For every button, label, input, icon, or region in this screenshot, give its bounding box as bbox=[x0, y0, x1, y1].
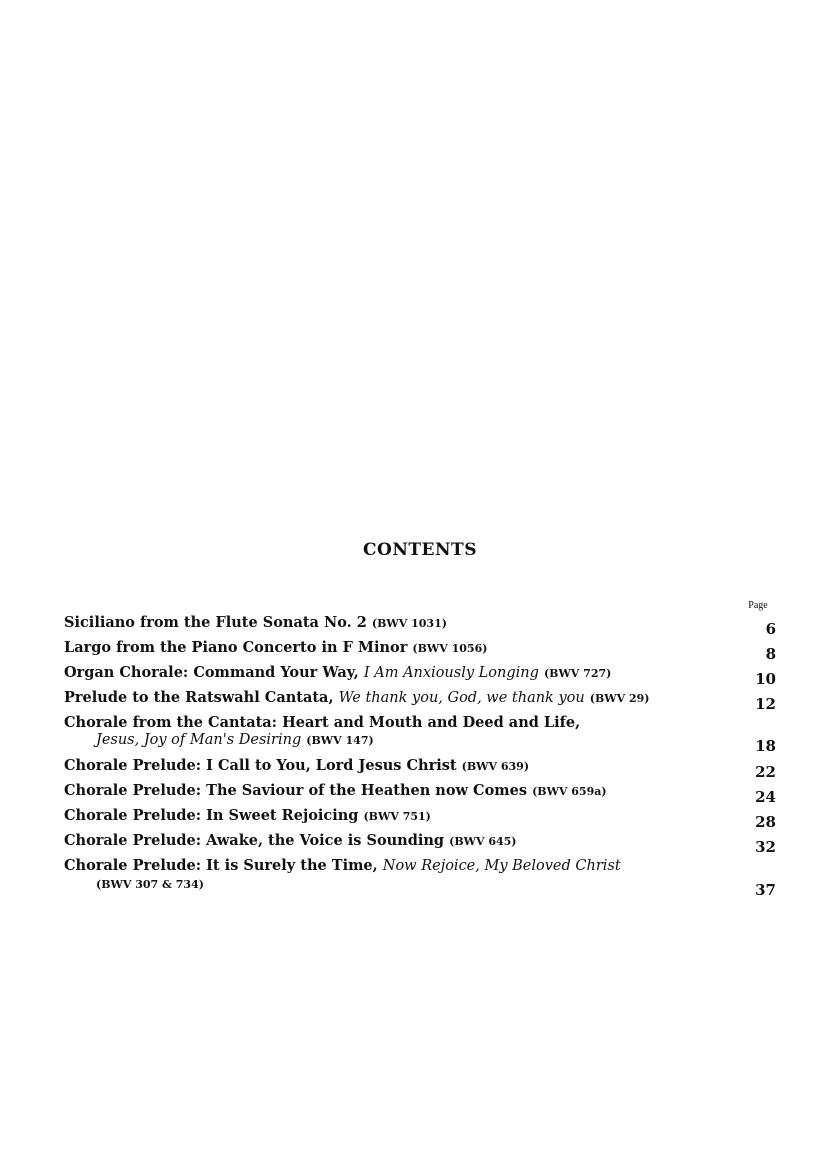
toc-entry bbox=[64, 782, 776, 806]
toc-entry-bwv: (BWV 1056) bbox=[412, 642, 488, 655]
toc-entry-subtitle: We thank you, God, we thank you bbox=[338, 690, 585, 706]
toc-entry-bwv: (BWV 147) bbox=[306, 734, 374, 747]
toc-entry-title: Chorale from the Cantata: Heart and Mouth and Deed and Life, bbox=[64, 714, 581, 731]
toc-entry bbox=[64, 664, 776, 688]
toc-entry-bwv: (BWV 1031) bbox=[371, 617, 447, 630]
toc-entry-title: Largo from the Piano Concerto in F Minor bbox=[64, 639, 408, 656]
toc-entry-line bbox=[64, 782, 776, 800]
toc-entry-line bbox=[64, 757, 776, 775]
page-title: CONTENTS bbox=[363, 540, 477, 560]
toc-entry-page: 24 bbox=[755, 788, 776, 806]
toc-entry bbox=[64, 614, 776, 638]
toc-entry-title: Chorale Prelude: The Saviour of the Heathen now Comes bbox=[64, 782, 527, 799]
toc-entry-title: Chorale Prelude: In Sweet Rejoicing bbox=[64, 807, 359, 824]
toc-entry-page: 8 bbox=[765, 645, 776, 663]
toc-entry bbox=[64, 832, 776, 856]
toc-entry bbox=[64, 639, 776, 663]
toc-entry-line bbox=[64, 614, 776, 632]
toc-entry-subtitle: Now Rejoice, My Beloved Christ bbox=[382, 858, 621, 874]
toc-entry-page: 37 bbox=[755, 881, 776, 899]
toc-entry-line bbox=[64, 689, 776, 707]
toc-entry-bwv: (BWV 639) bbox=[461, 760, 530, 773]
toc-entry-bwv: (BWV 29) bbox=[589, 692, 650, 705]
toc-entry-page: 18 bbox=[755, 737, 776, 755]
toc-entry-page: 22 bbox=[755, 763, 776, 781]
toc-entry bbox=[64, 857, 776, 899]
toc-entry-page: 32 bbox=[755, 838, 776, 856]
toc-entry-bwv: (BWV 659a) bbox=[532, 785, 607, 798]
toc-entry-line bbox=[64, 731, 776, 749]
toc-entry-line bbox=[64, 857, 776, 875]
page-column-label: Page bbox=[748, 600, 768, 611]
toc-entry-line bbox=[64, 664, 776, 682]
toc-entry bbox=[64, 807, 776, 831]
toc-entry-bwv: (BWV 307 & 734) bbox=[96, 878, 204, 891]
toc-entry bbox=[64, 689, 776, 713]
toc-entry-page: 6 bbox=[765, 620, 776, 638]
toc-entry-bwv: (BWV 645) bbox=[449, 835, 517, 848]
toc-entry-bwv: (BWV 751) bbox=[363, 810, 431, 823]
toc-entry-line bbox=[64, 832, 776, 850]
toc-entry-subtitle: Jesus, Joy of Man's Desiring bbox=[96, 732, 302, 748]
toc-entry-page: 28 bbox=[755, 813, 776, 831]
toc-entry-subtitle: I Am Anxiously Longing bbox=[363, 665, 539, 681]
toc-entry-title: Organ Chorale: Command Your Way, bbox=[64, 664, 359, 681]
toc-entry bbox=[64, 714, 776, 755]
toc-entry bbox=[64, 757, 776, 781]
toc-entry-title: Chorale Prelude: It is Surely the Time, bbox=[64, 857, 378, 874]
toc-entry-bwv: (BWV 727) bbox=[543, 667, 612, 680]
toc-entry-title: Siciliano from the Flute Sonata No. 2 bbox=[64, 614, 367, 631]
toc-entry-line bbox=[64, 639, 776, 657]
toc-entry-page: 12 bbox=[755, 695, 776, 713]
toc-entry-page: 10 bbox=[755, 670, 776, 688]
toc-entry-line bbox=[64, 875, 776, 893]
toc-entry-line bbox=[64, 807, 776, 825]
toc-entry-title: Chorale Prelude: I Call to You, Lord Jesus Christ bbox=[64, 757, 457, 774]
toc-entry-title: Chorale Prelude: Awake, the Voice is Sounding bbox=[64, 832, 445, 849]
toc-entry-title: Prelude to the Ratswahl Cantata, bbox=[64, 689, 334, 706]
toc-entry-line bbox=[64, 714, 776, 731]
